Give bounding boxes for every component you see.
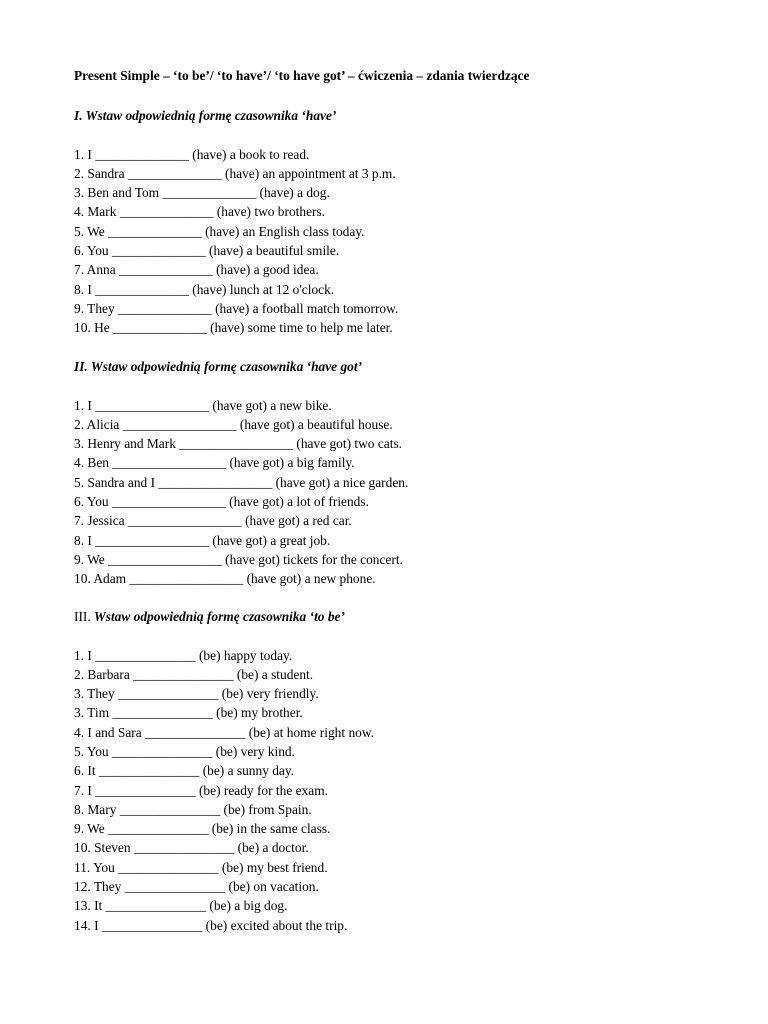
exercise-item: 2. Alicia _________________ (have got) a beautiful house. (74, 416, 393, 432)
exercise-item: 2. Sandra ______________ (have) an appointment at 3 p.m. (74, 165, 396, 181)
exercise-item: 9. We _________________ (have got) tickets for the concert. (74, 552, 403, 568)
exercise-item: 7. Anna ______________ (have) a good idea. (74, 262, 319, 278)
exercise-item: 4. Mark ______________ (have) two brothers. (74, 204, 326, 220)
exercise-item: 3. They _______________ (be) very friendly. (74, 686, 319, 702)
exercise-item: 5. You _______________ (be) very kind. (74, 743, 295, 759)
exercise-item: 4. I and Sara _______________ (be) at home right now. (74, 724, 374, 740)
section-to-be (74, 607, 374, 935)
exercise-item: 8. I _________________ (have got) a great job. (74, 532, 331, 548)
exercise-item: 5. Sandra and I _________________ (have got) a nice garden. (74, 474, 409, 490)
exercise-item: 9. We _______________ (be) in the same class. (74, 821, 331, 837)
exercise-item: 6. It _______________ (be) a sunny day. (74, 763, 295, 779)
exercise-item: 7. I _______________ (be) ready for the exam. (74, 782, 328, 798)
exercise-item: 10. He ______________ (have) some time to help me later. (74, 320, 393, 336)
exercise-item: 14. I _______________ (be) excited about the trip. (74, 917, 348, 933)
exercise-item: 13. It _______________ (be) a big dog. (74, 898, 288, 914)
exercise-item: 8. Mary _______________ (be) from Spain. (74, 801, 312, 817)
exercise-item: 1. I ______________ (have) a book to read. (74, 146, 310, 162)
section-heading: I. Wstaw odpowiednią formę czasownika ‘have’ (74, 108, 337, 123)
exercise-item: 5. We ______________ (have) an English class today. (74, 223, 365, 239)
exercise-item: 9. They ______________ (have) a football match tomorrow. (74, 301, 399, 317)
worksheet-title: Present Simple – ‘to be’/ ‘to have’/ ‘to have got’ – ćwiczenia – zdania twierdzące (74, 68, 530, 83)
exercise-item: 10. Adam _________________ (have got) a new phone. (74, 571, 376, 587)
exercise-item: 11. You _______________ (be) my best friend. (74, 859, 328, 875)
exercise-item: 3. Ben and Tom ______________ (have) a dog. (74, 185, 330, 201)
section-heading: II. Wstaw odpowiednią formę czasownika ‘have got’ (74, 359, 363, 374)
exercise-item: 2. Barbara _______________ (be) a student. (74, 666, 314, 682)
section-numeral: III. (74, 609, 91, 624)
exercise-list (74, 646, 374, 935)
exercise-item: 1. I _________________ (have got) a new bike. (74, 397, 332, 413)
exercise-item: 8. I ______________ (have) lunch at 12 o'clock. (74, 281, 335, 297)
section-have (74, 106, 398, 338)
exercise-item: 1. I _______________ (be) happy today. (74, 647, 293, 663)
exercise-list (74, 145, 398, 338)
exercise-item: 7. Jessica _________________ (have got) a red car. (74, 513, 352, 529)
exercise-item: 3. Tim _______________ (be) my brother. (74, 705, 303, 721)
exercise-item: 12. They _______________ (be) on vacation. (74, 879, 319, 895)
section-heading-text: Wstaw odpowiednią formę czasownika ‘to be’ (93, 609, 345, 624)
exercise-item: 6. You _________________ (have got) a lot of friends. (74, 494, 369, 510)
exercise-item: 6. You ______________ (have) a beautiful smile. (74, 243, 340, 259)
exercise-item: 10. Steven _______________ (be) a doctor. (74, 840, 309, 856)
section-have-got (74, 357, 408, 589)
section-heading (74, 607, 374, 626)
exercise-item: 3. Henry and Mark _________________ (have got) two cats. (74, 436, 403, 452)
exercise-list (74, 396, 408, 589)
exercise-item: 4. Ben _________________ (have got) a big family. (74, 455, 355, 471)
